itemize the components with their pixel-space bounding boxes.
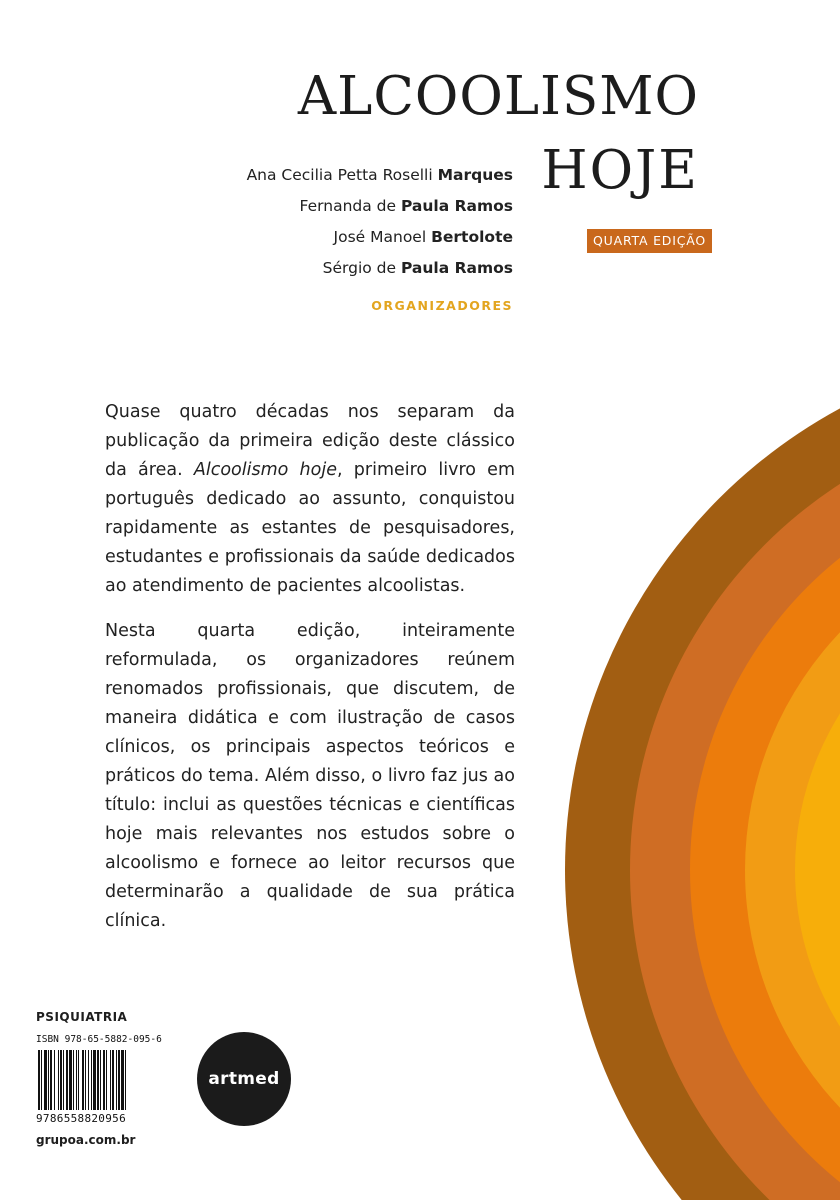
barcode-bar xyxy=(97,1050,99,1110)
book-title-line2: HOJE xyxy=(541,140,699,201)
website-url: grupoa.com.br xyxy=(36,1133,136,1147)
back-cover-blurb xyxy=(105,398,515,952)
barcode-bars xyxy=(36,1050,166,1116)
barcode-bar xyxy=(69,1050,72,1110)
barcode-bar xyxy=(110,1050,111,1110)
barcode-bar xyxy=(88,1050,89,1110)
barcode-bar xyxy=(60,1050,62,1110)
barcode-bar xyxy=(125,1050,126,1110)
barcode-bar xyxy=(38,1050,40,1110)
barcode-bar xyxy=(78,1050,79,1110)
barcode-bar xyxy=(44,1050,47,1110)
author-list xyxy=(247,160,513,284)
barcode-bar xyxy=(116,1050,117,1110)
isbn-barcode xyxy=(36,1034,168,1126)
barcode-bar xyxy=(66,1050,68,1110)
barcode-bar xyxy=(76,1050,77,1110)
edition-badge: QUARTA EDIÇÃO xyxy=(587,229,712,253)
barcode-bar xyxy=(118,1050,120,1110)
barcode-bar xyxy=(91,1050,92,1110)
book-title-line1: ALCOOLISMO xyxy=(297,66,699,127)
barcode-bar xyxy=(106,1050,107,1110)
barcode-bar xyxy=(112,1050,114,1110)
barcode-bar xyxy=(103,1050,105,1110)
barcode-digits: 9786558820956 xyxy=(36,1112,126,1125)
author-1: Ana Cecilia Petta Roselli Marques xyxy=(246,166,513,184)
author-3: José Manoel Bertolote xyxy=(333,228,513,246)
barcode-bar xyxy=(93,1050,96,1110)
barcode-bar xyxy=(82,1050,84,1110)
barcode-bar xyxy=(54,1050,55,1110)
barcode-bar xyxy=(58,1050,59,1110)
isbn-text: ISBN 978-65-5882-095-6 xyxy=(36,1034,162,1045)
blurb-paragraph-2: Nesta quarta edição, inteiramente reformulada, os organizadores reúnem renomados profissionais, que discutem, de maneira didática e com ilustração de casos clínicos, os principais aspectos teóricos e práticos do tema. Além disso, o livro faz jus ao título: inclui as questões técnicas e científicas hoje mais relevantes nos estudos sobre o alcoolismo e fornece ao leitor recursos que determinarão a qualidade de sua prática clínica. xyxy=(105,621,515,931)
barcode-bar xyxy=(85,1050,86,1110)
blurb-paragraph-1: Quase quatro décadas nos separam da publicação da primeira edição deste clássico da área. Alcoolismo hoje, primeiro livro em português dedicado ao assunto, conquistou rapidamente as estantes de pesquisadores, estudantes e profissionais da saúde dedicados ao atendimento de pacientes alcoolistas. xyxy=(105,402,515,596)
artmed-logo: artmed xyxy=(197,1032,291,1126)
barcode-bar xyxy=(41,1050,42,1110)
barcode-bar xyxy=(50,1050,52,1110)
barcode-bar xyxy=(63,1050,64,1110)
category-label: PSIQUIATRIA xyxy=(36,1010,128,1024)
author-2: Fernanda de Paula Ramos xyxy=(299,197,513,215)
barcode-bar xyxy=(100,1050,101,1110)
barcode-bar xyxy=(73,1050,74,1110)
organizers-label: ORGANIZADORES xyxy=(371,298,513,313)
author-4: Sérgio de Paula Ramos xyxy=(322,259,513,277)
barcode-bar xyxy=(121,1050,124,1110)
barcode-bar xyxy=(48,1050,49,1110)
